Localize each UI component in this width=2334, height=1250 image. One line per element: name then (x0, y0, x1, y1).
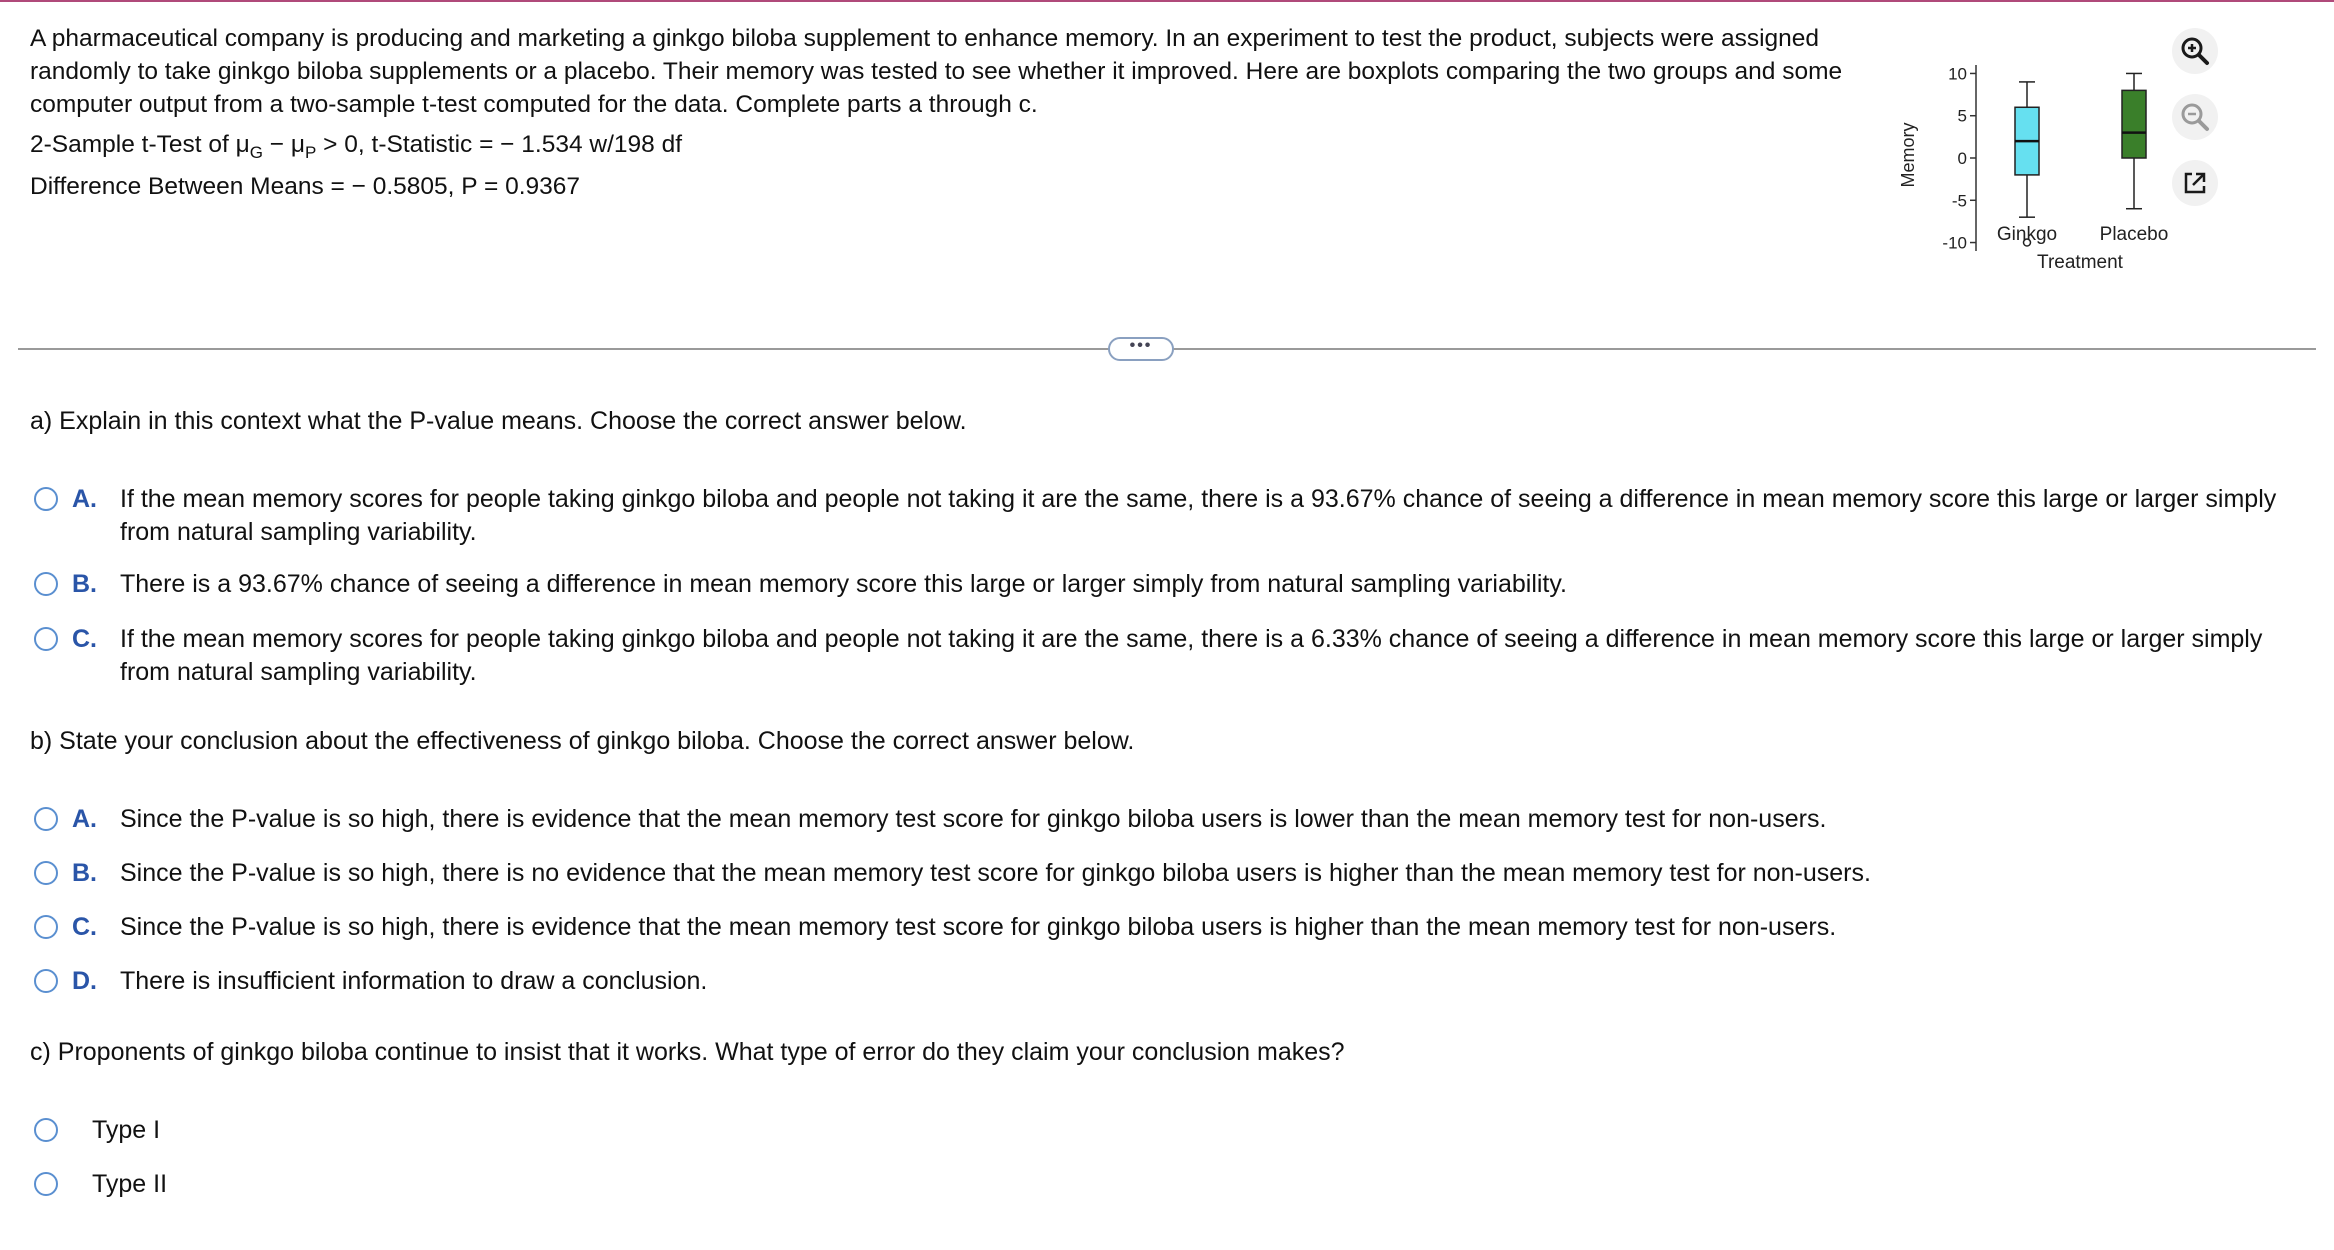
part-a-question: a) Explain in this context what the P-value means. Choose the correct answer below. (30, 407, 967, 435)
y-tick-label: 5 (1957, 106, 1967, 126)
radio-button[interactable] (34, 969, 58, 993)
radio-button[interactable] (34, 915, 58, 939)
option-text: Type II (92, 1170, 168, 1198)
radio-button[interactable] (34, 1172, 58, 1196)
option-text: Since the P-value is so high, there is no evidence that the mean memory test score for ginkgo biloba users is higher than the mean memory test for non-users. (120, 859, 1871, 887)
part-a-option-c[interactable] (34, 623, 2304, 689)
subscript-p: P (305, 143, 317, 162)
option-text: If the mean memory scores for people taking ginkgo biloba and people not taking it are the same, there is a 93.67% chance of seeing a difference in mean memory score this large or larger simply from natural sampling variability. (120, 485, 2277, 546)
part-b-option-d[interactable] (34, 965, 2304, 998)
option-text: Type I (92, 1116, 161, 1144)
part-c-question: c) Proponents of ginkgo biloba continue to insist that it works. What type of error do they claim your conclusion makes? (30, 1038, 1345, 1066)
radio-button[interactable] (34, 807, 58, 831)
option-text: If the mean memory scores for people taking ginkgo biloba and people not taking it are the same, there is a 6.33% chance of seeing a difference in mean memory score this large or larger simply from natural sampling variability. (120, 625, 2263, 686)
y-tick-label: -5 (1951, 191, 1967, 211)
expand-divider-button[interactable]: ••• (1108, 337, 1174, 361)
part-b-option-b[interactable] (34, 857, 2304, 890)
group-label: Ginkgo (1996, 224, 2058, 245)
option-text: Since the P-value is so high, there is evidence that the mean memory test score for ginkgo biloba users is lower than the mean memory test for non-users. (120, 805, 1827, 833)
t-test-mid: − μ (262, 131, 306, 158)
part-b-question: b) State your conclusion about the effectiveness of ginkgo biloba. Choose the correct answer below. (30, 727, 1135, 755)
group-label: Placebo (2099, 224, 2169, 245)
t-test-output-line (30, 128, 682, 163)
top-accent-rule (0, 0, 2334, 2)
subscript-g: G (249, 143, 263, 162)
part-c-option-type-i[interactable] (34, 1114, 2304, 1147)
radio-button[interactable] (34, 861, 58, 885)
zoom-in-icon[interactable] (2172, 28, 2218, 74)
boxplot-figure (1890, 55, 2200, 285)
popout-icon[interactable] (2172, 160, 2218, 206)
box-placebo (2122, 90, 2146, 158)
t-test-suffix: > 0, t-Statistic = − 1.534 w/198 df (316, 131, 683, 158)
y-tick-label: 0 (1957, 149, 1967, 168)
option-text: There is insufficient information to draw a conclusion. (120, 967, 708, 995)
option-letter: D. (72, 967, 97, 995)
option-letter: C. (72, 625, 97, 653)
x-axis-label: Treatment (2037, 252, 2123, 273)
option-letter: B. (72, 859, 97, 887)
part-a-option-b[interactable] (34, 568, 2304, 601)
option-letter: A. (72, 485, 97, 513)
radio-button[interactable] (34, 572, 58, 596)
option-letter: B. (72, 570, 97, 598)
part-b-option-a[interactable] (34, 803, 2304, 836)
radio-button[interactable] (34, 627, 58, 651)
difference-output-line: Difference Between Means = − 0.5805, P = 0.9367 (30, 173, 581, 200)
t-test-prefix: 2-Sample t-Test of μ (30, 131, 250, 158)
option-text: There is a 93.67% chance of seeing a difference in mean memory score this large or larger simply from natural sampling variability. (120, 570, 1567, 598)
option-text: Since the P-value is so high, there is evidence that the mean memory test score for ginkgo biloba users is higher than the mean memory test for non-users. (120, 913, 1837, 941)
option-letter: A. (72, 805, 97, 833)
y-axis-label: Memory (1898, 122, 1918, 188)
radio-button[interactable] (34, 1118, 58, 1142)
zoom-out-icon[interactable] (2172, 94, 2218, 140)
boxplot-svg (1890, 55, 2200, 285)
y-tick-label: -10 (1942, 233, 1967, 253)
part-c-option-type-ii[interactable] (34, 1168, 2304, 1201)
part-a-option-a[interactable] (34, 483, 2304, 549)
part-b-option-c[interactable] (34, 911, 2304, 944)
problem-intro: A pharmaceutical company is producing and marketing a ginkgo biloba supplement to enhance memory. In an experiment to test the product, subjects were assigned randomly to take ginkgo biloba supplements or a placebo. Their memory was tested to see whether it improved. Here are boxplots comparing the two groups and some computer output from a two-sample t-test computed for the data. Complete parts a through c. (30, 25, 1843, 118)
option-letter: C. (72, 913, 97, 941)
y-tick-label: 10 (1948, 64, 1967, 84)
radio-button[interactable] (34, 487, 58, 511)
